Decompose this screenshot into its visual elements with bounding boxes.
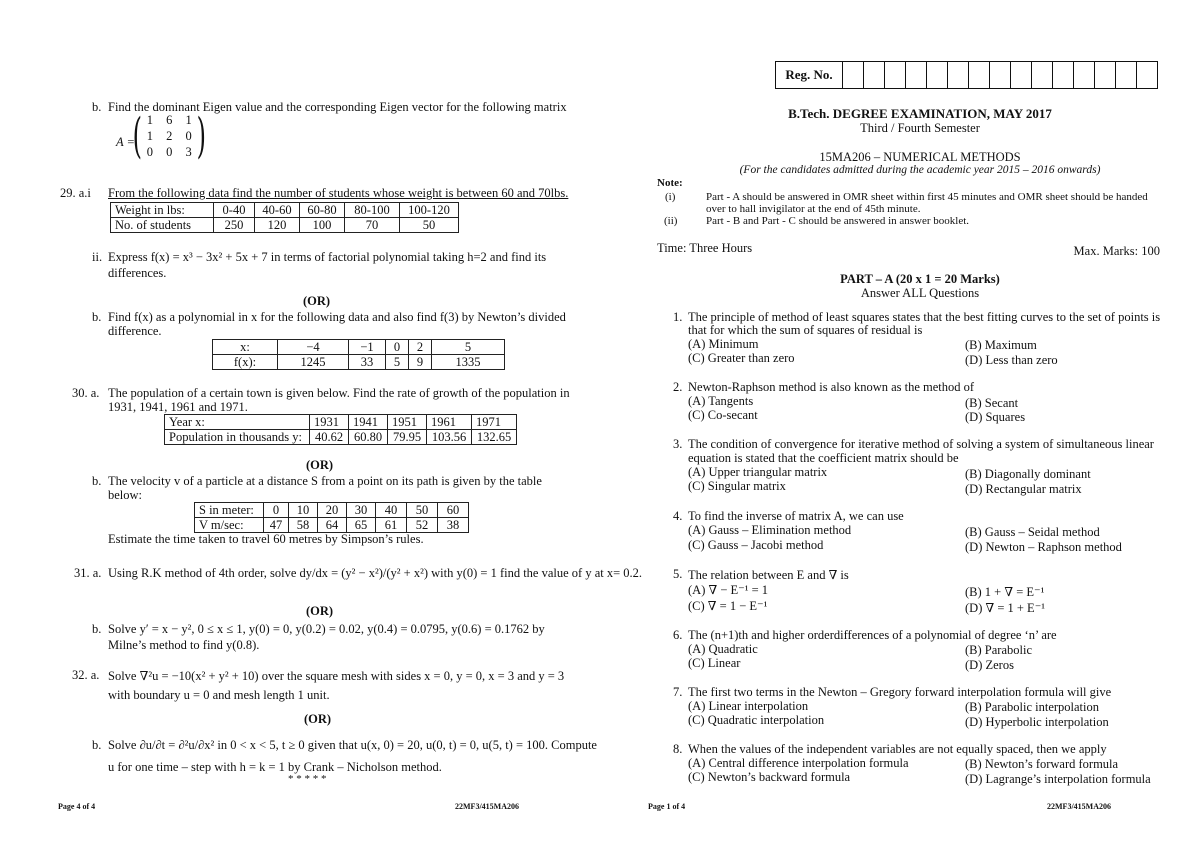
- q29ai-label: 29. a.i: [60, 186, 91, 200]
- table-cell: 47: [264, 518, 289, 533]
- footer-page-number: Page 1 of 4: [648, 802, 686, 811]
- option-a: (A) Gauss – Elimination method: [688, 523, 852, 537]
- or-separator: (OR): [304, 712, 332, 726]
- course-title: 15MA206 – NUMERICAL METHODS: [819, 150, 1021, 164]
- reg-no-cell[interactable]: [1116, 62, 1137, 88]
- q29aii-text2: differences.: [108, 266, 167, 280]
- question-text: To find the inverse of matrix A, we can use: [688, 509, 904, 523]
- part-a-instruction: Answer ALL Questions: [860, 286, 980, 300]
- reg-no-label: Reg. No.: [776, 62, 843, 88]
- question-text: The (n+1)th and higher orderdifferences of a polynomial of degree ‘n’ are: [688, 628, 1057, 642]
- table-row: [213, 340, 505, 355]
- option-c: (C) Co-secant: [688, 408, 758, 422]
- table-row: [195, 503, 469, 518]
- q30b-text3: Estimate the time taken to travel 60 metres by Simpson’s rules.: [108, 532, 424, 546]
- table-cell: 5: [432, 340, 505, 355]
- reg-no-box[interactable]: [775, 61, 1158, 89]
- question-text: When the values of the independent variables are not equally spaced, then we apply: [688, 742, 1107, 756]
- table-cell: 5: [386, 355, 409, 370]
- option-b: (B) Maximum: [965, 338, 1037, 352]
- table-cell: Year x:: [165, 415, 310, 430]
- reg-no-cell[interactable]: [1011, 62, 1032, 88]
- option-d: (D) Rectangular matrix: [965, 482, 1082, 496]
- table-cell: 64: [318, 518, 347, 533]
- option-d: (D) Hyperbolic interpolation: [965, 715, 1109, 729]
- q32b-text1: Solve ∂u/∂t = ∂²u/∂x² in 0 < x < 5, t ≥ 0 given that u(x, 0) = 20, u(0, t) = 0, u(5, t) = 100. Compute: [108, 738, 597, 752]
- reg-no-cell[interactable]: [948, 62, 969, 88]
- question-text: The condition of convergence for iterative method of solving a system of simultaneous linear: [688, 437, 1154, 451]
- q31b-label: b.: [92, 622, 102, 636]
- option-a: (A) Upper triangular matrix: [688, 465, 828, 479]
- table-cell: 0-40: [214, 203, 255, 218]
- option-b: (B) Parabolic interpolation: [965, 700, 1099, 714]
- exam-title: B.Tech. DEGREE EXAMINATION, MAY 2017: [788, 106, 1052, 121]
- option-d: (D) ∇ = 1 + E⁻¹: [965, 601, 1046, 615]
- weight-table: [110, 202, 459, 233]
- table-row: [111, 203, 459, 218]
- question-text: The relation between E and ∇ is: [688, 568, 849, 582]
- reg-no-cell[interactable]: [906, 62, 927, 88]
- q28b-text: Find the dominant Eigen value and the corresponding Eigen vector for the following matrix: [108, 100, 567, 114]
- matrix-row: 0 0 3: [146, 145, 192, 159]
- table-row: [195, 518, 469, 533]
- option-b: (B) Parabolic: [965, 643, 1032, 657]
- table-cell: Population in thousands y:: [165, 430, 310, 445]
- option-b: (B) Secant: [965, 396, 1019, 410]
- question-number: 5.: [673, 567, 683, 581]
- matrix-row: 1 2 0: [146, 129, 192, 143]
- option-d: (D) Squares: [965, 410, 1026, 424]
- q29aii-text1: Express f(x) = x³ − 3x² + 5x + 7 in terms of factorial polynomial taking h=2 and find its: [108, 250, 547, 264]
- q28b-label: b.: [92, 100, 102, 114]
- table-cell: 120: [255, 218, 300, 233]
- option-c: (C) ∇ = 1 − E⁻¹: [688, 599, 768, 613]
- reg-no-cell[interactable]: [1032, 62, 1053, 88]
- table-cell: 1245: [278, 355, 349, 370]
- question-number: 8.: [673, 742, 683, 756]
- exam-duration: Time: Three Hours: [657, 241, 753, 255]
- table-cell: 60-80: [300, 203, 345, 218]
- table-cell: 80-100: [345, 203, 400, 218]
- note-text: Part - A should be answered in OMR sheet within first 45 minutes and OMR sheet should be handed: [706, 191, 1148, 203]
- q32a-label: 32. a.: [72, 668, 100, 682]
- table-cell: 70: [345, 218, 400, 233]
- option-c: (C) Newton’s backward formula: [688, 770, 851, 784]
- q29b-text1: Find f(x) as a polynomial in x for the following data and also find f(3) by Newton’s divided: [108, 310, 566, 324]
- question-text: equation is stated that the coefficient matrix should be: [688, 451, 959, 465]
- or-separator: (OR): [303, 294, 331, 308]
- q29aii-label: ii.: [92, 250, 103, 264]
- option-a: (A) Minimum: [688, 337, 759, 351]
- question-text: The first two terms in the Newton – Gregory forward interpolation formula will give: [688, 685, 1112, 699]
- option-c: (C) Greater than zero: [688, 351, 795, 365]
- footer-code: 22MF3/415MA206: [1047, 802, 1111, 811]
- reg-no-cell[interactable]: [927, 62, 948, 88]
- reg-no-cell[interactable]: [843, 62, 864, 88]
- table-row: [165, 430, 517, 445]
- option-d: (D) Newton – Raphson method: [965, 540, 1122, 554]
- question-text: that for which the sum of squares of residual is: [688, 323, 923, 337]
- table-cell: 40.62: [310, 430, 349, 445]
- table-cell: S in meter:: [195, 503, 264, 518]
- table-cell: 61: [376, 518, 407, 533]
- q30b-label: b.: [92, 474, 102, 488]
- reg-no-cell[interactable]: [1053, 62, 1074, 88]
- table-cell: 100: [300, 218, 345, 233]
- option-d: (D) Less than zero: [965, 353, 1058, 367]
- table-cell: f(x):: [213, 355, 278, 370]
- q31b-text2: Milne’s method to find y(0.8).: [108, 638, 260, 652]
- option-a: (A) Linear interpolation: [688, 699, 809, 713]
- table-row: [213, 355, 505, 370]
- table-cell: 52: [407, 518, 438, 533]
- option-d: (D) Lagrange’s interpolation formula: [965, 772, 1151, 786]
- option-a: (A) Tangents: [688, 394, 754, 408]
- table-cell: 58: [289, 518, 318, 533]
- table-cell: 33: [349, 355, 386, 370]
- table-cell: 38: [438, 518, 469, 533]
- option-c: (C) Singular matrix: [688, 479, 786, 493]
- part-a-title: PART – A (20 x 1 = 20 Marks): [840, 272, 1000, 286]
- table-cell: 1931: [310, 415, 349, 430]
- option-d: (D) Zeros: [965, 658, 1014, 672]
- question-number: 3.: [673, 437, 683, 451]
- footer-page-number: Page 4 of 4: [58, 802, 96, 811]
- q32b-label: b.: [92, 738, 102, 752]
- reg-no-cell[interactable]: [990, 62, 1011, 88]
- matrix-name: A =: [116, 135, 135, 149]
- max-marks: Max. Marks: 100: [1073, 244, 1160, 258]
- reg-no-cell[interactable]: [969, 62, 990, 88]
- table-cell: 1941: [349, 415, 388, 430]
- candidates-note: (For the candidates admitted during the academic year 2015 – 2016 onwards): [739, 164, 1101, 176]
- table-cell: V m/sec:: [195, 518, 264, 533]
- or-separator: (OR): [306, 458, 334, 472]
- or-separator: (OR): [306, 604, 334, 618]
- question-number: 7.: [673, 685, 683, 699]
- table-row: [111, 218, 459, 233]
- option-b: (B) Diagonally dominant: [965, 467, 1091, 481]
- reg-no-cell[interactable]: [1074, 62, 1095, 88]
- table-cell: 40: [376, 503, 407, 518]
- option-c: (C) Quadratic interpolation: [688, 713, 825, 727]
- table-cell: 50: [400, 218, 459, 233]
- table-cell: 60.80: [349, 430, 388, 445]
- table-cell: 250: [214, 218, 255, 233]
- semester: Third / Fourth Semester: [860, 121, 980, 135]
- q32a-text2: with boundary u = 0 and mesh length 1 unit.: [108, 688, 330, 702]
- velocity-table: [194, 502, 469, 533]
- fx-table: [212, 339, 505, 370]
- option-a: (A) Central difference interpolation formula: [688, 756, 909, 770]
- table-cell: −4: [278, 340, 349, 355]
- table-cell: −1: [349, 340, 386, 355]
- matrix-row: 1 6 1: [146, 113, 192, 127]
- q30b-text1: The velocity v of a particle at a distance S from a point on its path is given by the table: [108, 474, 542, 488]
- table-cell: 10: [289, 503, 318, 518]
- q31b-text1: Solve y′ = x − y², 0 ≤ x ≤ 1, y(0) = 0, y(0.2) = 0.02, y(0.4) = 0.0795, y(0.6) = 0.1762 by: [108, 622, 545, 636]
- option-c: (C) Gauss – Jacobi method: [688, 538, 824, 552]
- q29b-label: b.: [92, 310, 102, 324]
- table-row: [165, 415, 517, 430]
- table-cell: 1951: [388, 415, 427, 430]
- note-text: over to hall invigilator at the end of 45th minute.: [706, 203, 921, 215]
- table-cell: 60: [438, 503, 469, 518]
- table-cell: Weight in lbs:: [111, 203, 214, 218]
- option-b: (B) Newton’s forward formula: [965, 757, 1119, 771]
- question-number: 2.: [673, 380, 683, 394]
- q30b-text2: below:: [108, 488, 143, 502]
- question-number: 1.: [673, 310, 683, 324]
- note-label: Note:: [657, 177, 683, 189]
- table-cell: 0: [386, 340, 409, 355]
- table-cell: 132.65: [472, 430, 517, 445]
- left-paren: (: [132, 108, 143, 164]
- table-cell: 103.56: [427, 430, 472, 445]
- table-cell: x:: [213, 340, 278, 355]
- note-num: (ii): [664, 215, 678, 227]
- q29ai-text: From the following data find the number of students whose weight is between 60 and 70lbs.: [108, 186, 569, 200]
- option-b: (B) 1 + ∇ = E⁻¹: [965, 585, 1045, 599]
- table-cell: 2: [409, 340, 432, 355]
- reg-no-cell[interactable]: [1095, 62, 1116, 88]
- option-a: (A) ∇ − E⁻¹ = 1: [688, 583, 769, 597]
- reg-no-cell[interactable]: [885, 62, 906, 88]
- question-number: 4.: [673, 509, 683, 523]
- q31a-text: Using R.K method of 4th order, solve dy/dx = (y² − x²)/(y² + x²) with y(0) = 1 find the value of y at x= 0.2.: [108, 566, 643, 580]
- option-a: (A) Quadratic: [688, 642, 758, 656]
- q31a-label: 31. a.: [74, 566, 102, 580]
- table-cell: 30: [347, 503, 376, 518]
- question-text: Newton-Raphson method is also known as the method of: [688, 380, 975, 394]
- option-b: (B) Gauss – Seidal method: [965, 525, 1100, 539]
- question-number: 6.: [673, 628, 683, 642]
- option-c: (C) Linear: [688, 656, 741, 670]
- right-paren: ): [196, 108, 206, 164]
- population-table: [164, 414, 517, 445]
- q30a-label: 30. a.: [72, 386, 100, 400]
- table-cell: 0: [264, 503, 289, 518]
- table-cell: 20: [318, 503, 347, 518]
- footer-code: 22MF3/415MA206: [455, 802, 519, 811]
- table-cell: 1971: [472, 415, 517, 430]
- table-cell: 1335: [432, 355, 505, 370]
- table-cell: 1961: [427, 415, 472, 430]
- table-cell: 9: [409, 355, 432, 370]
- reg-no-cell[interactable]: [864, 62, 885, 88]
- note-num: (i): [665, 191, 676, 203]
- question-text: The principle of method of least squares states that the best fitting curves to the set of points is: [688, 310, 1161, 324]
- table-cell: 79.95: [388, 430, 427, 445]
- note-text: Part - B and Part - C should be answered in answer booklet.: [706, 215, 970, 227]
- matrix-A: [128, 108, 210, 164]
- q30a-text2: 1931, 1941, 1961 and 1971.: [108, 400, 248, 414]
- table-cell: No. of students: [111, 218, 214, 233]
- table-cell: 100-120: [400, 203, 459, 218]
- q29b-text2: difference.: [108, 324, 162, 338]
- q32b-text2: u for one time – step with h = k = 1 by Crank – Nicholson method.: [108, 760, 442, 774]
- table-cell: 65: [347, 518, 376, 533]
- table-cell: 40-60: [255, 203, 300, 218]
- q30a-text1: The population of a certain town is given below. Find the rate of growth of the population in: [108, 386, 570, 400]
- end-stars: * * * * *: [288, 773, 327, 785]
- q32a-text1: Solve ∇²u = −10(x² + y² + 10) over the square mesh with sides x = 0, y = 0, x = 3 and y = 3: [108, 669, 565, 683]
- matrix-rows: [147, 112, 192, 160]
- reg-no-cell[interactable]: [1137, 62, 1157, 88]
- table-cell: 50: [407, 503, 438, 518]
